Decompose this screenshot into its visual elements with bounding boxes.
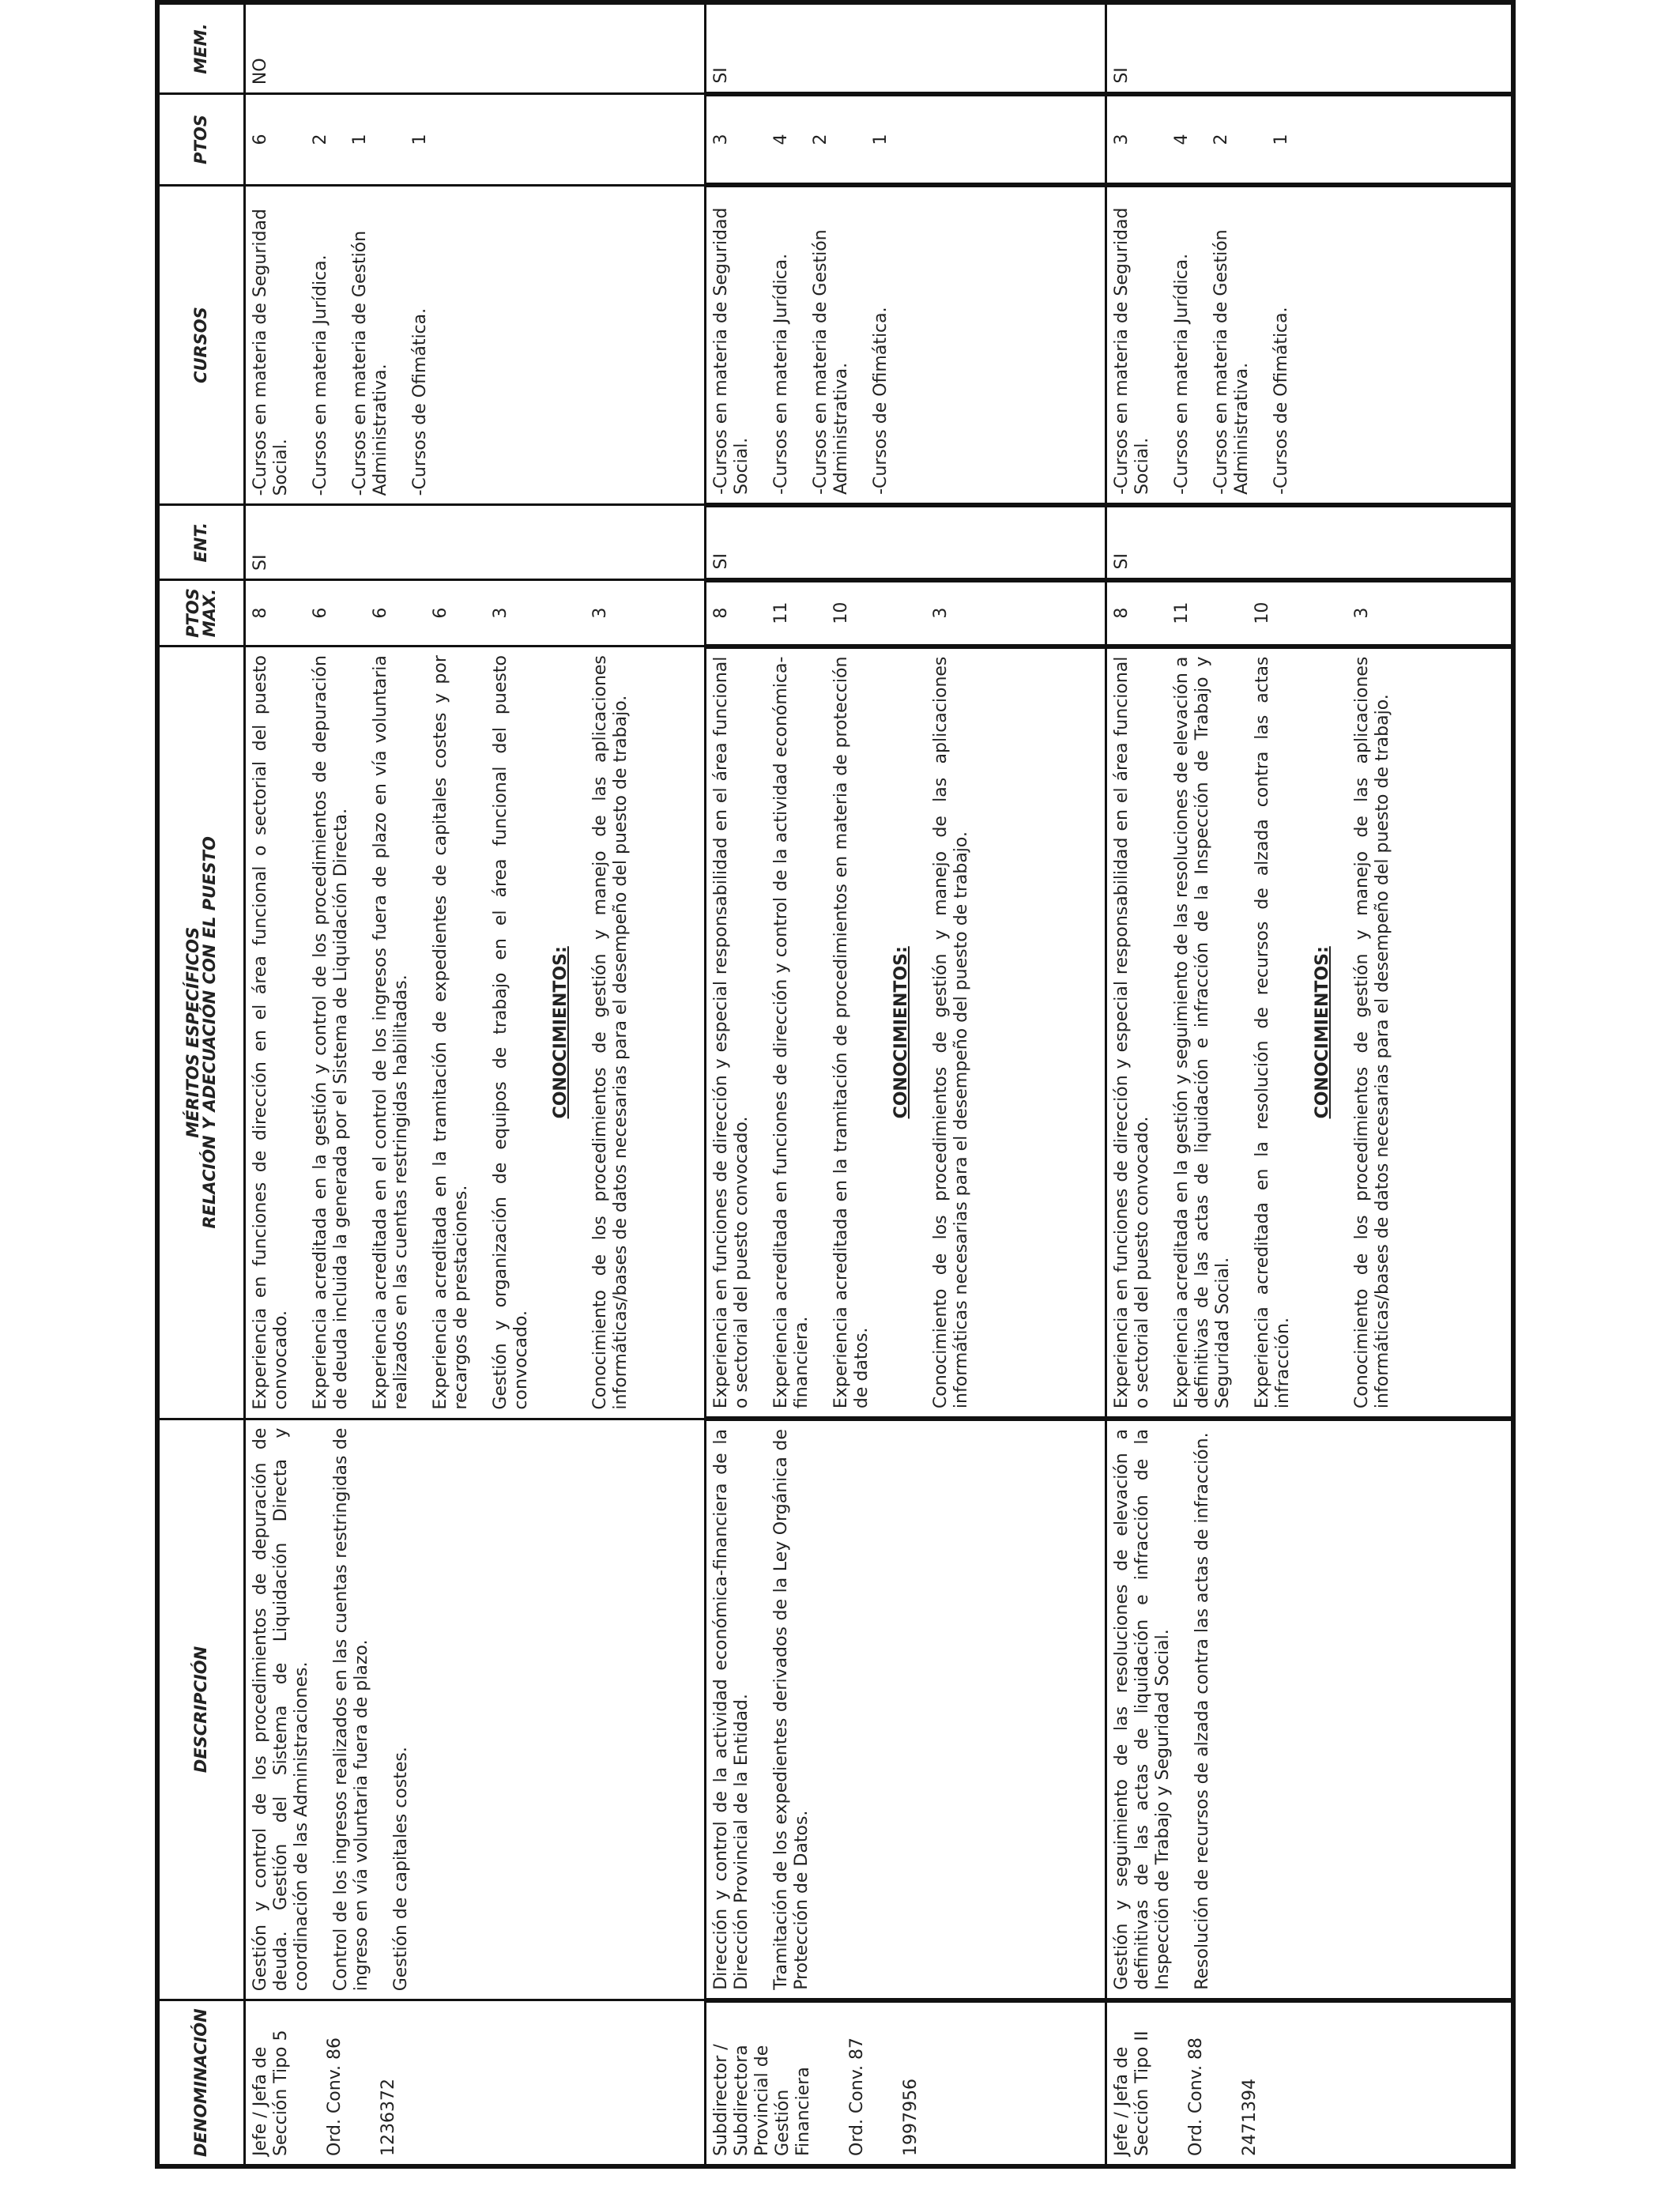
header-meritos-line2: RELACIÓN Y ADECUACIÓN CON EL PUESTO bbox=[199, 836, 219, 1229]
curso-item: -Cursos en materia Jurídica. bbox=[310, 254, 330, 496]
merito-points: 11 bbox=[770, 601, 791, 624]
curso-points: 2 bbox=[1211, 134, 1231, 145]
curso-points: 4 bbox=[1171, 134, 1192, 145]
conocimientos-paragraph: Conocimiento de los procedimientos de gestión y manejo de las aplicaciones informáticas necesarias para el desempeño del puesto de trabajo. bbox=[930, 656, 971, 1409]
merito-paragraph: Experiencia acreditada en la gestión y seguimiento de las resoluciones de elevación a definitivas de las actas de liquidación e infracción de la Inspección de Trabajo y Seguridad Social. bbox=[1171, 656, 1233, 1409]
ent-value: SI bbox=[710, 553, 731, 570]
merito-paragraph: Experiencia en funciones de dirección y especial responsabilidad en el área funcional o sectorial del puesto convocado. bbox=[710, 656, 751, 1409]
mem-value: NO bbox=[250, 58, 270, 85]
denominacion-cell bbox=[1106, 2000, 1513, 2166]
mem-value: SI bbox=[1111, 67, 1132, 84]
curso-points: 3 bbox=[710, 134, 731, 145]
mem-cell bbox=[1106, 2, 1513, 94]
conocimientos-points: 3 bbox=[930, 607, 951, 619]
merito-points: 8 bbox=[710, 607, 731, 619]
cursos-cell bbox=[705, 185, 1106, 505]
descripcion-cell bbox=[1106, 1419, 1513, 2000]
conocimientos-heading: CONOCIMIENTOS: bbox=[891, 946, 911, 1119]
conocimientos-paragraph: Conocimiento de los procedimientos de gestión y manejo de las aplicaciones informáticas/bases de datos necesarias para el desempeño del puesto de trabajo. bbox=[1351, 656, 1392, 1409]
curso-item: -Cursos en materia de Gestión Administrativa. bbox=[349, 230, 390, 496]
header-cursos: CURSOS bbox=[157, 185, 244, 505]
ent-cell bbox=[1106, 505, 1513, 580]
descripcion-cell bbox=[705, 1419, 1106, 2000]
merito-points: 10 bbox=[1252, 601, 1272, 624]
denominacion-line: 1997956 bbox=[900, 2079, 921, 2156]
curso-points: 1 bbox=[349, 134, 370, 145]
table-body bbox=[244, 2, 1513, 2166]
curso-points: 6 bbox=[250, 134, 270, 145]
curso-points: 1 bbox=[870, 134, 891, 145]
denominacion-line: 2471394 bbox=[1239, 2079, 1260, 2156]
conocimientos-paragraph: Conocimiento de los procedimientos de gestión y manejo de las aplicaciones informáticas/bases de datos necesarias para el desempeño del puesto de trabajo. bbox=[590, 655, 631, 1410]
merito-paragraph: Gestión y organización de equipos de trabajo en el área funcional del puesto convocado. bbox=[490, 655, 531, 1410]
curso-points: 1 bbox=[409, 134, 430, 145]
meritos-cell bbox=[244, 647, 705, 1419]
header-ptos-max-line2: MAX. bbox=[199, 588, 219, 638]
table-row bbox=[1106, 2, 1513, 2166]
ptos-cell bbox=[1106, 94, 1513, 186]
denominacion-line: Subdirector / Subdirectora Provincial de Gestión Financiera bbox=[710, 2044, 813, 2156]
ptos-max-cell bbox=[705, 580, 1106, 647]
header-ptos-max-line1: PTOS bbox=[183, 588, 202, 638]
denominacion-line: 1236372 bbox=[378, 2079, 398, 2156]
cursos-cell bbox=[244, 185, 705, 505]
descripcion-paragraph: Resolución de recursos de alzada contra las actas de infracción. bbox=[1192, 1432, 1212, 1990]
meritos-cell bbox=[1106, 647, 1513, 1419]
curso-item: -Cursos en materia Jurídica. bbox=[770, 253, 791, 495]
ent-value: SI bbox=[250, 554, 270, 571]
merito-paragraph: Experiencia acreditada en el control de los ingresos fuera de plazo en vía voluntaria realizados en las cuentas restringidas habilitadas. bbox=[370, 655, 411, 1410]
ptos-max-cell bbox=[1106, 580, 1513, 647]
ent-cell bbox=[244, 505, 705, 580]
merito-paragraph: Experiencia en funciones de dirección y especial responsabilidad en el área funcional o sectorial del puesto convocado. bbox=[1111, 656, 1152, 1409]
merito-paragraph: Experiencia acreditada en la resolución de recursos de alzada contra las actas infracción. bbox=[1252, 656, 1293, 1409]
descripcion-paragraph: Gestión y seguimiento de las resoluciones de elevación a definitivas de las actas de liquidación e infracción de la Inspección de Trabajo y Seguridad Social. bbox=[1111, 1429, 1173, 1990]
header-meritos bbox=[157, 647, 244, 1419]
header-ent: ENT. bbox=[157, 505, 244, 580]
curso-points: 4 bbox=[770, 134, 791, 145]
denominacion-cell bbox=[705, 2000, 1106, 2166]
denominacion-line: Jefe / Jefa de Sección Tipo 5 bbox=[250, 2030, 291, 2156]
descripcion-paragraph: Control de los ingresos realizados en las cuentas restringidas de ingreso en vía voluntaria fuera de plazo. bbox=[330, 1427, 371, 1992]
mem-value: SI bbox=[710, 67, 731, 84]
ptos-cell bbox=[244, 94, 705, 186]
header-row bbox=[157, 2, 244, 2166]
merito-paragraph: Experiencia acreditada en la tramitación de expedientes de capitales costes y por recargos de prestaciones. bbox=[430, 655, 471, 1410]
curso-item: -Cursos en materia de Seguridad Social. bbox=[710, 207, 751, 495]
header-descripcion: DESCRIPCIÓN bbox=[157, 1419, 244, 2000]
descripcion-paragraph: Tramitación de los expedientes derivados de la Ley Orgánica de Protección de Datos. bbox=[770, 1429, 812, 1990]
ptos-max-cell bbox=[244, 580, 705, 647]
ent-value: SI bbox=[1111, 553, 1132, 570]
header-mem: MEM. bbox=[157, 2, 244, 94]
curso-item: -Cursos en materia de Seguridad Social. bbox=[1111, 207, 1152, 495]
header-ptos: PTOS bbox=[157, 94, 244, 186]
curso-points: 3 bbox=[1111, 134, 1132, 145]
curso-item: -Cursos de Ofimática. bbox=[1271, 307, 1291, 495]
table-row bbox=[705, 2, 1106, 2166]
descripcion-paragraph: Gestión y control de los procedimientos de depuración de deuda. Gestión del Sistema de Liquidación Directa y coordinación de las Administraciones. bbox=[250, 1427, 311, 1992]
denominacion-line: Ord. Conv. 88 bbox=[1185, 2038, 1206, 2156]
conocimientos-heading: CONOCIMIENTOS: bbox=[550, 946, 571, 1119]
curso-item: -Cursos de Ofimática. bbox=[870, 307, 891, 495]
merito-points: 6 bbox=[370, 607, 390, 619]
cursos-cell bbox=[1106, 185, 1513, 505]
curso-points: 2 bbox=[310, 134, 330, 145]
merito-points: 6 bbox=[310, 607, 330, 619]
ent-cell bbox=[705, 505, 1106, 580]
merito-points: 8 bbox=[250, 607, 270, 619]
denominacion-line: Ord. Conv. 87 bbox=[846, 2038, 867, 2156]
conocimientos-points: 3 bbox=[590, 607, 610, 619]
denominacion-line: Jefe / Jefa de Sección Tipo II bbox=[1111, 2030, 1152, 2156]
descripcion-cell bbox=[244, 1419, 705, 2000]
curso-item: -Cursos de Ofimática. bbox=[409, 307, 430, 496]
header-meritos-line1: MÉRITOS ESPECÍFICOS bbox=[183, 926, 202, 1138]
denominacion-line: Ord. Conv. 86 bbox=[324, 2038, 345, 2156]
conocimientos-heading: CONOCIMIENTOS: bbox=[1312, 946, 1332, 1119]
mem-cell bbox=[705, 2, 1106, 94]
meritos-cell bbox=[705, 647, 1106, 1419]
descripcion-paragraph: Gestión de capitales costes. bbox=[390, 1747, 411, 1992]
curso-item: -Cursos en materia de Seguridad Social. bbox=[250, 209, 291, 496]
merito-points: 6 bbox=[430, 607, 450, 619]
merito-points: 3 bbox=[490, 607, 510, 619]
header-ptos-max bbox=[157, 580, 244, 647]
denominacion-cell bbox=[244, 2000, 705, 2166]
curso-item: -Cursos en materia de Gestión Administrativa. bbox=[810, 229, 851, 495]
curso-item: -Cursos en materia de Gestión Administrativa. bbox=[1211, 229, 1252, 495]
curso-points: 1 bbox=[1271, 134, 1291, 145]
merito-points: 10 bbox=[831, 601, 851, 624]
table-row bbox=[244, 2, 705, 2166]
merits-table bbox=[155, 0, 1516, 2169]
merito-paragraph: Experiencia acreditada en la gestión y control de los procedimientos de depuración de deuda incluida la generada por el Sistema de Liquidación Directa. bbox=[310, 655, 351, 1410]
merito-paragraph: Experiencia en funciones de dirección en el área funcional o sectorial del puesto convocado. bbox=[250, 655, 291, 1410]
header-denominacion: DENOMINACIÓN bbox=[157, 2000, 244, 2166]
merito-paragraph: Experiencia acreditada en funciones de dirección y control de la actividad económica-financiera. bbox=[770, 656, 812, 1409]
merito-points: 8 bbox=[1111, 607, 1132, 619]
curso-item: -Cursos en materia Jurídica. bbox=[1171, 253, 1192, 495]
merito-paragraph: Experiencia acreditada en la tramitación de procedimientos en materia de protección de datos. bbox=[831, 656, 872, 1409]
descripcion-paragraph: Dirección y control de la actividad económica-financiera de la Dirección Provincial de la Entidad. bbox=[710, 1429, 751, 1990]
mem-cell bbox=[244, 2, 705, 94]
merito-points: 11 bbox=[1171, 601, 1192, 624]
conocimientos-points: 3 bbox=[1351, 607, 1372, 619]
curso-points: 2 bbox=[810, 134, 831, 145]
ptos-cell bbox=[705, 94, 1106, 186]
